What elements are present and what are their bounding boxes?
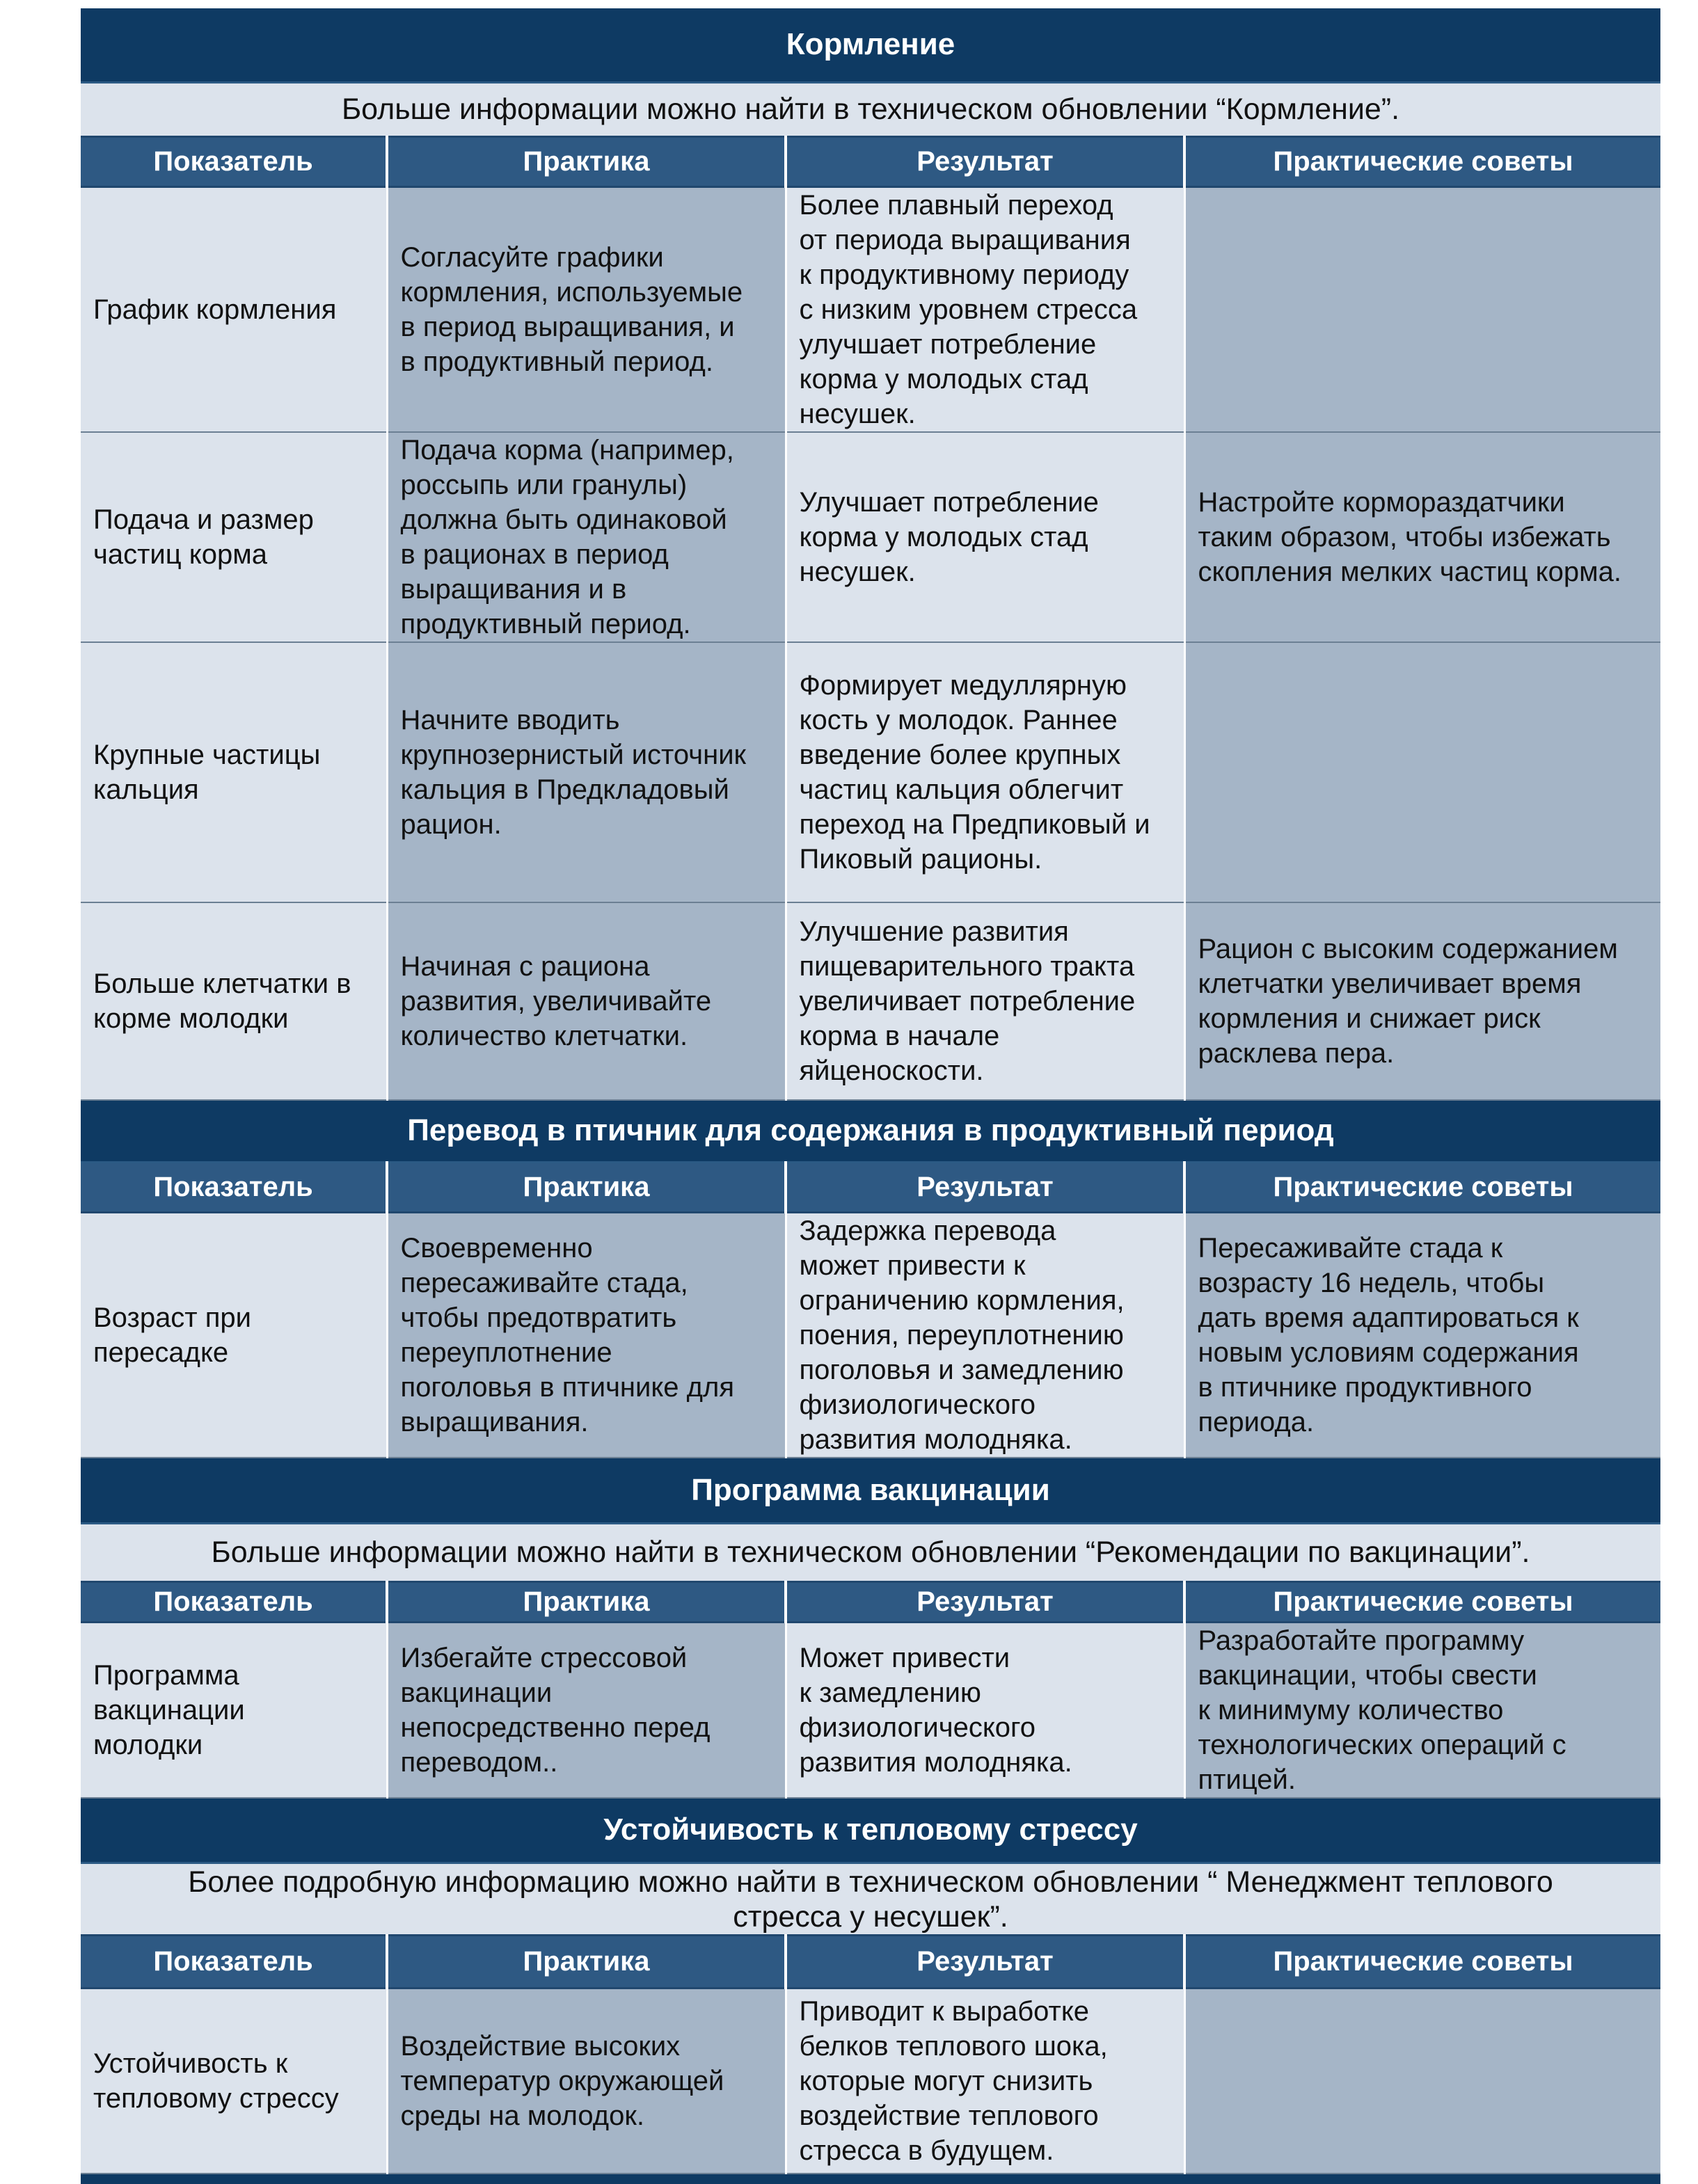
recommendations-table (81, 8, 1660, 2174)
section-title-row (81, 1458, 1660, 1523)
section-title: Программа вакцинации (81, 1458, 1660, 1523)
table-cell (81, 1213, 387, 1458)
column-header: Показатель (81, 1936, 387, 1988)
table-cell (786, 432, 1184, 642)
table-cell (81, 432, 387, 642)
table-row (81, 1622, 1660, 1798)
cell-text: Избегайте стрессовой вакцинации непосредственно перед переводом.. (400, 1642, 711, 1778)
table-cell (81, 1622, 387, 1798)
table-cell (81, 902, 387, 1100)
table-row (81, 902, 1660, 1100)
table-cell (1184, 432, 1660, 642)
column-header: Результат (786, 1936, 1184, 1988)
table-cell (786, 1213, 1184, 1458)
column-header: Практика (387, 1581, 786, 1622)
table-cell (1184, 186, 1660, 432)
table-row (81, 1988, 1660, 2174)
cell-text: Программа вакцинации молодки (93, 1659, 245, 1760)
section-info-text: Больше информации можно найти в техническом обновлении “Рекомендации по вакцинации”. (81, 1523, 1660, 1581)
section-info-row (81, 1523, 1660, 1581)
table-cell (786, 1622, 1184, 1798)
section-title-row (81, 1798, 1660, 1863)
table-cell (786, 1988, 1184, 2174)
cell-text: Разработайте программу вакцинации, чтобы свести к минимуму количество технологических операций с птицей. (1198, 1625, 1566, 1795)
cell-text: Воздействие высоких температур окружающей среды на молодок. (400, 2031, 724, 2131)
column-header: Практические советы (1184, 136, 1660, 186)
cell-text: Начиная с рациона развития, увеличивайте количество клетчатки. (400, 950, 712, 1051)
table-cell (1184, 1213, 1660, 1458)
section-info-row (81, 82, 1660, 136)
column-header: Результат (786, 1581, 1184, 1622)
column-header: Показатель (81, 136, 387, 186)
table-cell (1184, 642, 1660, 902)
cell-text: Может привести к замедлению физиологического развития молодняка. (799, 1642, 1072, 1778)
section-title: Устойчивость к тепловому стрессу (81, 1798, 1660, 1863)
table-cell (786, 186, 1184, 432)
table-cell (81, 642, 387, 902)
table-cell (81, 186, 387, 432)
table-cell (786, 642, 1184, 902)
table-cell (387, 186, 786, 432)
table-cell (387, 1988, 786, 2174)
cell-text: Подача корма (например, россыпь или гранулы) должна быть одинаковой в рационах в период выращивания и в продуктивный период. (400, 434, 734, 639)
column-header-row (81, 1936, 1660, 1988)
section-title-row (81, 1100, 1660, 1163)
cell-text: Согласуйте графики кормления, используемые в период выращивания, и в продуктивный период. (400, 241, 743, 377)
table-row (81, 432, 1660, 642)
cell-text: Пересаживайте стада к возрасту 16 недель, чтобы дать время адаптироваться к новым условиям содержания в птичнике продуктивного периода. (1198, 1233, 1579, 1437)
cell-text: Подача и размер частиц корма (93, 504, 314, 570)
column-header: Результат (786, 1163, 1184, 1213)
table-row (81, 642, 1660, 902)
column-header-row (81, 136, 1660, 186)
cell-text: Возраст при пересадке (93, 1302, 251, 1368)
column-header: Практика (387, 1163, 786, 1213)
section-title: Кормление (81, 8, 1660, 82)
column-header: Показатель (81, 1163, 387, 1213)
section-title: Перевод в птичник для содержания в продуктивный период (81, 1100, 1660, 1163)
cell-text: Устойчивость к тепловому стрессу (93, 2048, 339, 2114)
cell-text: Настройте кормораздатчики таким образом, чтобы избежать скопления мелких частиц корма. (1198, 486, 1621, 587)
section-info-text: Больше информации можно найти в техническом обновлении “Кормление”. (81, 82, 1660, 136)
column-header: Показатель (81, 1581, 387, 1622)
table-cell (81, 1988, 387, 2174)
bottom-bar (81, 2174, 1660, 2184)
cell-text: Больше клетчатки в корме молодки (93, 968, 351, 1034)
cell-text: Крупные частицы кальция (93, 739, 321, 805)
table-cell (387, 432, 786, 642)
table-row (81, 1213, 1660, 1458)
table-cell (387, 1213, 786, 1458)
table-cell (1184, 1988, 1660, 2174)
recommendations-sheet (81, 8, 1660, 2184)
column-header: Практика (387, 1936, 786, 1988)
cell-text: Приводит к выработке белков теплового шока, которые могут снизить воздействие теплового стресса в будущем. (799, 1996, 1108, 2166)
table-row (81, 186, 1660, 432)
column-header: Практические советы (1184, 1163, 1660, 1213)
cell-text: Формирует медуллярную кость у молодок. Раннее введение более крупных частиц кальция облегчит переход на Предпиковый и Пиковый рационы. (799, 669, 1150, 875)
table-cell (387, 902, 786, 1100)
table-cell (1184, 1622, 1660, 1798)
column-header: Практические советы (1184, 1581, 1660, 1622)
column-header-row (81, 1163, 1660, 1213)
cell-text: Своевременно пересаживайте стада, чтобы предотвратить переуплотнение поголовья в птичнике для выращивания. (400, 1233, 734, 1437)
cell-text: Улучшает потребление корма у молодых стад несушек. (799, 486, 1099, 587)
cell-text: Задержка перевода может привести к ограничению кормления, поения, переуплотнению поголовья и замедлению физиологического развития молодняка. (799, 1215, 1125, 1455)
cell-text: Более плавный переход от периода выращивания к продуктивному периоду с низким уровнем стресса улучшает потребление корма у молодых стад несушек. (799, 189, 1138, 429)
cell-text: Улучшение развития пищеварительного тракта увеличивает потребление корма в начале яйценоскости. (799, 916, 1136, 1086)
column-header: Результат (786, 136, 1184, 186)
column-header: Практика (387, 136, 786, 186)
column-header: Практические советы (1184, 1936, 1660, 1988)
section-title-row (81, 8, 1660, 82)
table-cell (786, 902, 1184, 1100)
cell-text: Рацион с высоким содержанием клетчатки увеличивает время кормления и снижает риск расклева пера. (1198, 933, 1618, 1069)
section-info-row (81, 1863, 1660, 1936)
table-cell (1184, 902, 1660, 1100)
table-cell (387, 1622, 786, 1798)
column-header-row (81, 1581, 1660, 1622)
cell-text: Начните вводить крупнозернистый источник кальция в Предкладовый рацион. (400, 704, 747, 840)
table-cell (387, 642, 786, 902)
section-info-text: Более подробную информацию можно найти в техническом обновлении “ Менеджмент теплового стресса у несушек”. (81, 1863, 1660, 1936)
cell-text: График кормления (93, 294, 337, 325)
